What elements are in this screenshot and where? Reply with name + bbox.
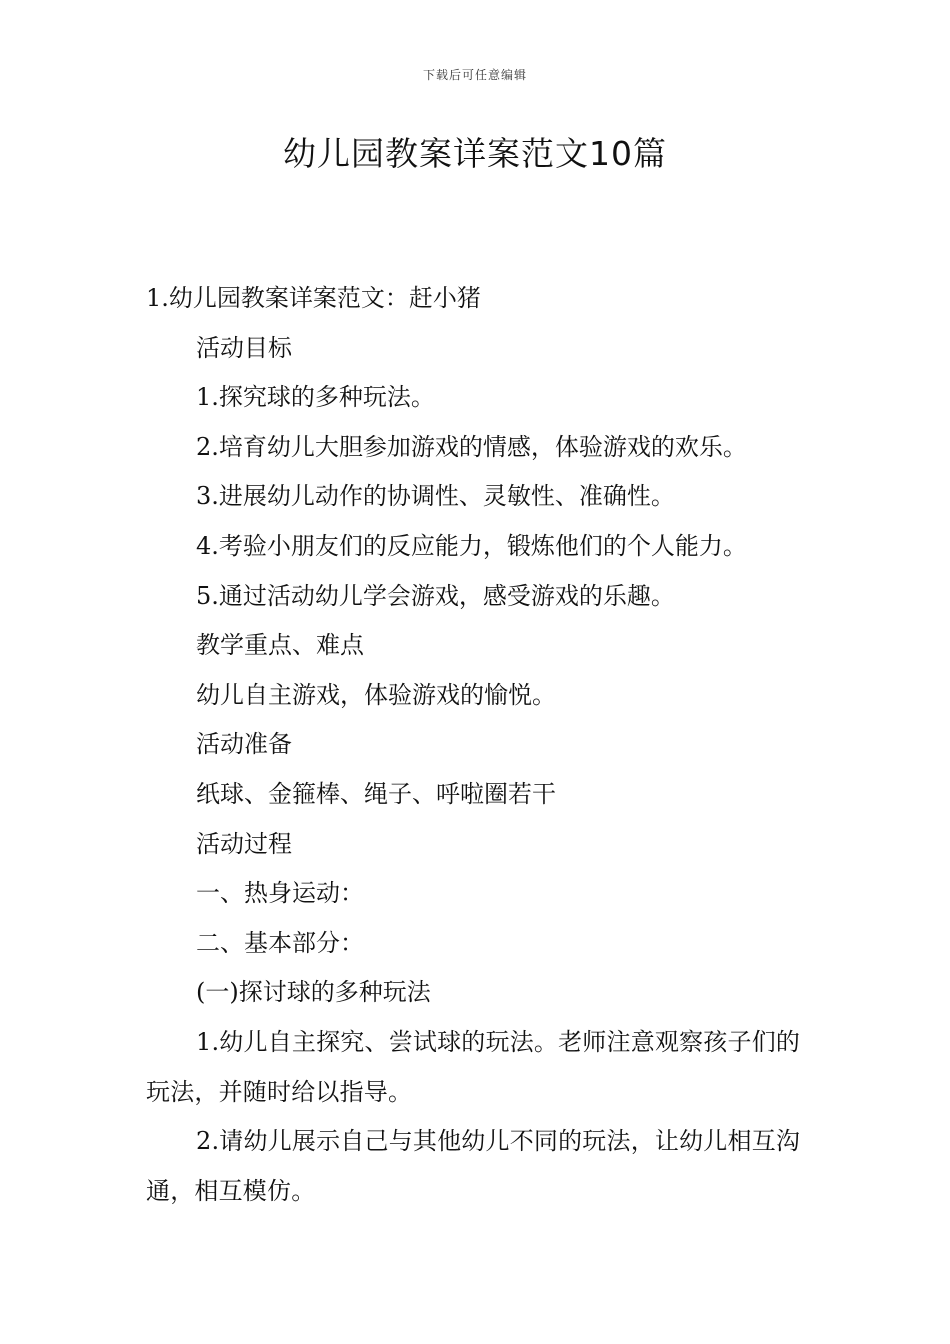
document-title: 幼儿园教案详案范文10篇	[283, 134, 667, 173]
text-line: 幼儿自主游戏，体验游戏的愉悦。	[196, 680, 556, 709]
text-line: 教学重点、难点	[196, 631, 364, 660]
paragraph: 1.幼儿自主探究、尝试球的玩法。老师注意观察孩子们的玩法，并随时给以指导。	[146, 1027, 801, 1106]
text-line: 活动目标	[196, 333, 292, 362]
text-line: 4.考验小朋友们的反应能力，锻炼他们的个人能力。	[196, 531, 747, 560]
text-line: 一、热身运动：	[196, 879, 364, 908]
text-line: 纸球、金箍棒、绳子、呼啦圈若干	[196, 779, 556, 808]
text-line: 活动过程	[196, 829, 292, 858]
text-line: 二、基本部分：	[196, 928, 364, 957]
text-line: 1.探究球的多种玩法。	[196, 383, 435, 412]
text-line: 2.培育幼儿大胆参加游戏的情感，体验游戏的欢乐。	[196, 432, 747, 461]
paragraph: 2.请幼儿展示自己与其他幼儿不同的玩法，让幼儿相互沟通，相互模仿。	[146, 1127, 801, 1205]
text-line: 3.进展幼儿动作的协调性、灵敏性、准确性。	[196, 482, 675, 511]
section-heading: 1.幼儿园教案详案范文：赶小猪	[146, 284, 481, 312]
text-line: 活动准备	[196, 730, 292, 759]
text-line: 5.通过活动幼儿学会游戏，感受游戏的乐趣。	[196, 581, 675, 610]
document-body	[146, 274, 810, 1216]
text-line: (一)探讨球的多种玩法	[196, 978, 431, 1007]
header-note: 下载后可任意编辑	[422, 68, 527, 82]
